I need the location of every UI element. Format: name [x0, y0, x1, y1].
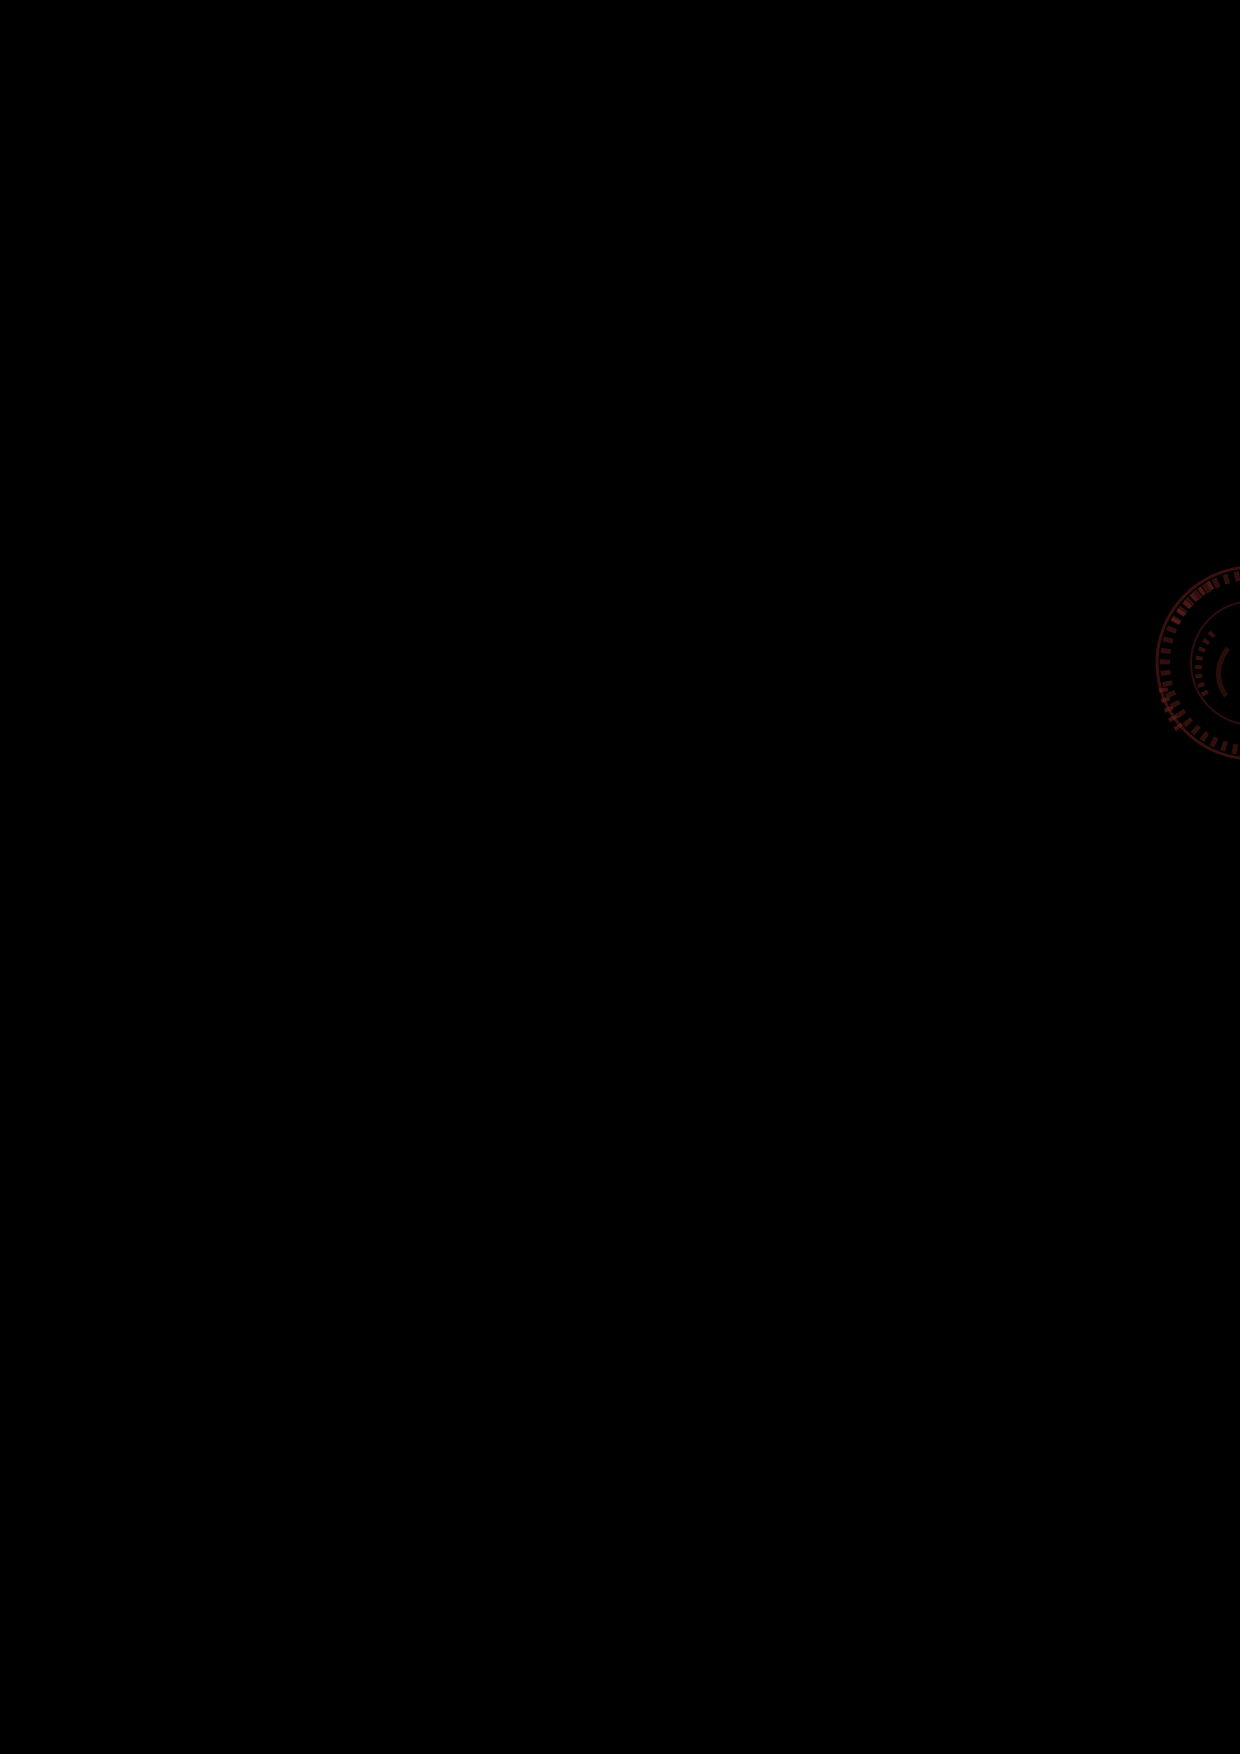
circular-seal-icon	[1122, 552, 1240, 774]
